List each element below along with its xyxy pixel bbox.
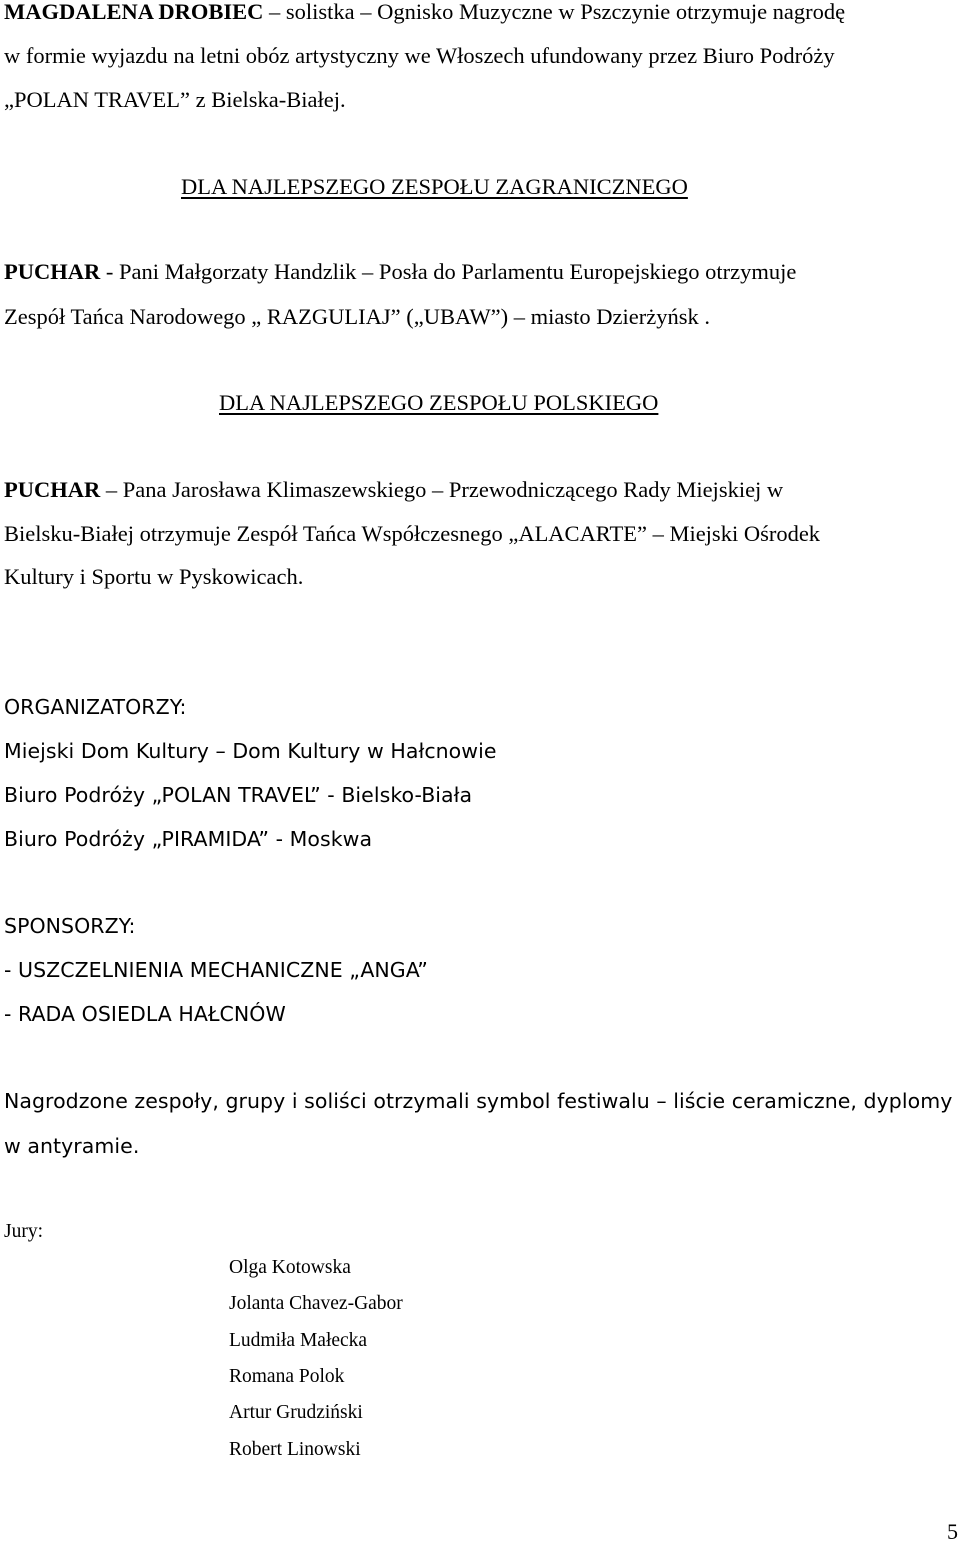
awards-note-line-2: w antyramie. xyxy=(4,1134,140,1158)
award-label: PUCHAR xyxy=(4,477,101,502)
soloist-name: MAGDALENA DROBIEC xyxy=(4,0,264,24)
heading-foreign-team: DLA NAJLEPSZEGO ZESPOŁU ZAGRANICZNEGO xyxy=(181,174,688,199)
jury-member: Olga Kotowska xyxy=(229,1257,351,1278)
awards-note-line-1: Nagrodzone zespoły, grupy i soliści otrzymali symbol festiwalu – liście ceramiczne, dyplomy xyxy=(4,1089,953,1113)
paragraph-solo-line-2: w formie wyjazdu na letni obóz artystyczny we Włoszech ufundowany przez Biuro Podróży xyxy=(4,43,835,68)
paragraph-polish-line-2: Bielsku-Białej otrzymuje Zespół Tańca Współczesnego „ALACARTE” – Miejski Ośrodek xyxy=(4,521,821,546)
polish-award-text: – Pana Jarosława Klimaszewskiego – Przewodniczącego Rady Miejskiej w xyxy=(100,477,784,502)
organizer-item: Miejski Dom Kultury – Dom Kultury w Hałcnowie xyxy=(4,739,497,763)
paragraph-solo-line-3: „POLAN TRAVEL” z Bielska-Białej. xyxy=(4,87,346,112)
jury-member: Jolanta Chavez-Gabor xyxy=(229,1293,403,1314)
award-label: PUCHAR xyxy=(4,259,101,284)
organizer-item: Biuro Podróży „PIRAMIDA” - Moskwa xyxy=(4,827,373,851)
foreign-award-text: - Pani Małgorzaty Handzlik – Posła do Parlamentu Europejskiego otrzymuje xyxy=(100,259,797,284)
paragraph-solo-line-1 xyxy=(4,1,845,24)
jury-heading: Jury: xyxy=(4,1221,43,1242)
paragraph-polish-line-1 xyxy=(4,479,783,502)
jury-member: Romana Polok xyxy=(229,1366,345,1387)
paragraph-foreign-line-1 xyxy=(4,261,796,284)
paragraph-foreign-line-2: Zespół Tańca Narodowego „ RAZGULIAJ” („UBAW”) – miasto Dzierżyńsk . xyxy=(4,304,710,329)
sponsor-item: - USZCZELNIENIA MECHANICZNE „ANGA” xyxy=(4,958,428,982)
paragraph-polish-line-3: Kultury i Sportu w Pyskowicach. xyxy=(4,564,304,589)
organizers-heading: ORGANIZATORZY: xyxy=(4,695,187,719)
jury-member: Artur Grudziński xyxy=(229,1402,363,1423)
organizer-item: Biuro Podróży „POLAN TRAVEL” - Bielsko-Biała xyxy=(4,783,473,807)
page-number: 5 xyxy=(947,1519,958,1544)
sponsors-heading: SPONSORZY: xyxy=(4,914,136,938)
jury-member: Ludmiła Małecka xyxy=(229,1330,368,1351)
soloist-text: – solistka – Ognisko Muzyczne w Pszczynie otrzymuje nagrodę xyxy=(263,0,846,24)
heading-polish-team: DLA NAJLEPSZEGO ZESPOŁU POLSKIEGO xyxy=(219,390,659,415)
jury-member: Robert Linowski xyxy=(229,1439,361,1460)
sponsor-item: - RADA OSIEDLA HAŁCNÓW xyxy=(4,1002,286,1026)
